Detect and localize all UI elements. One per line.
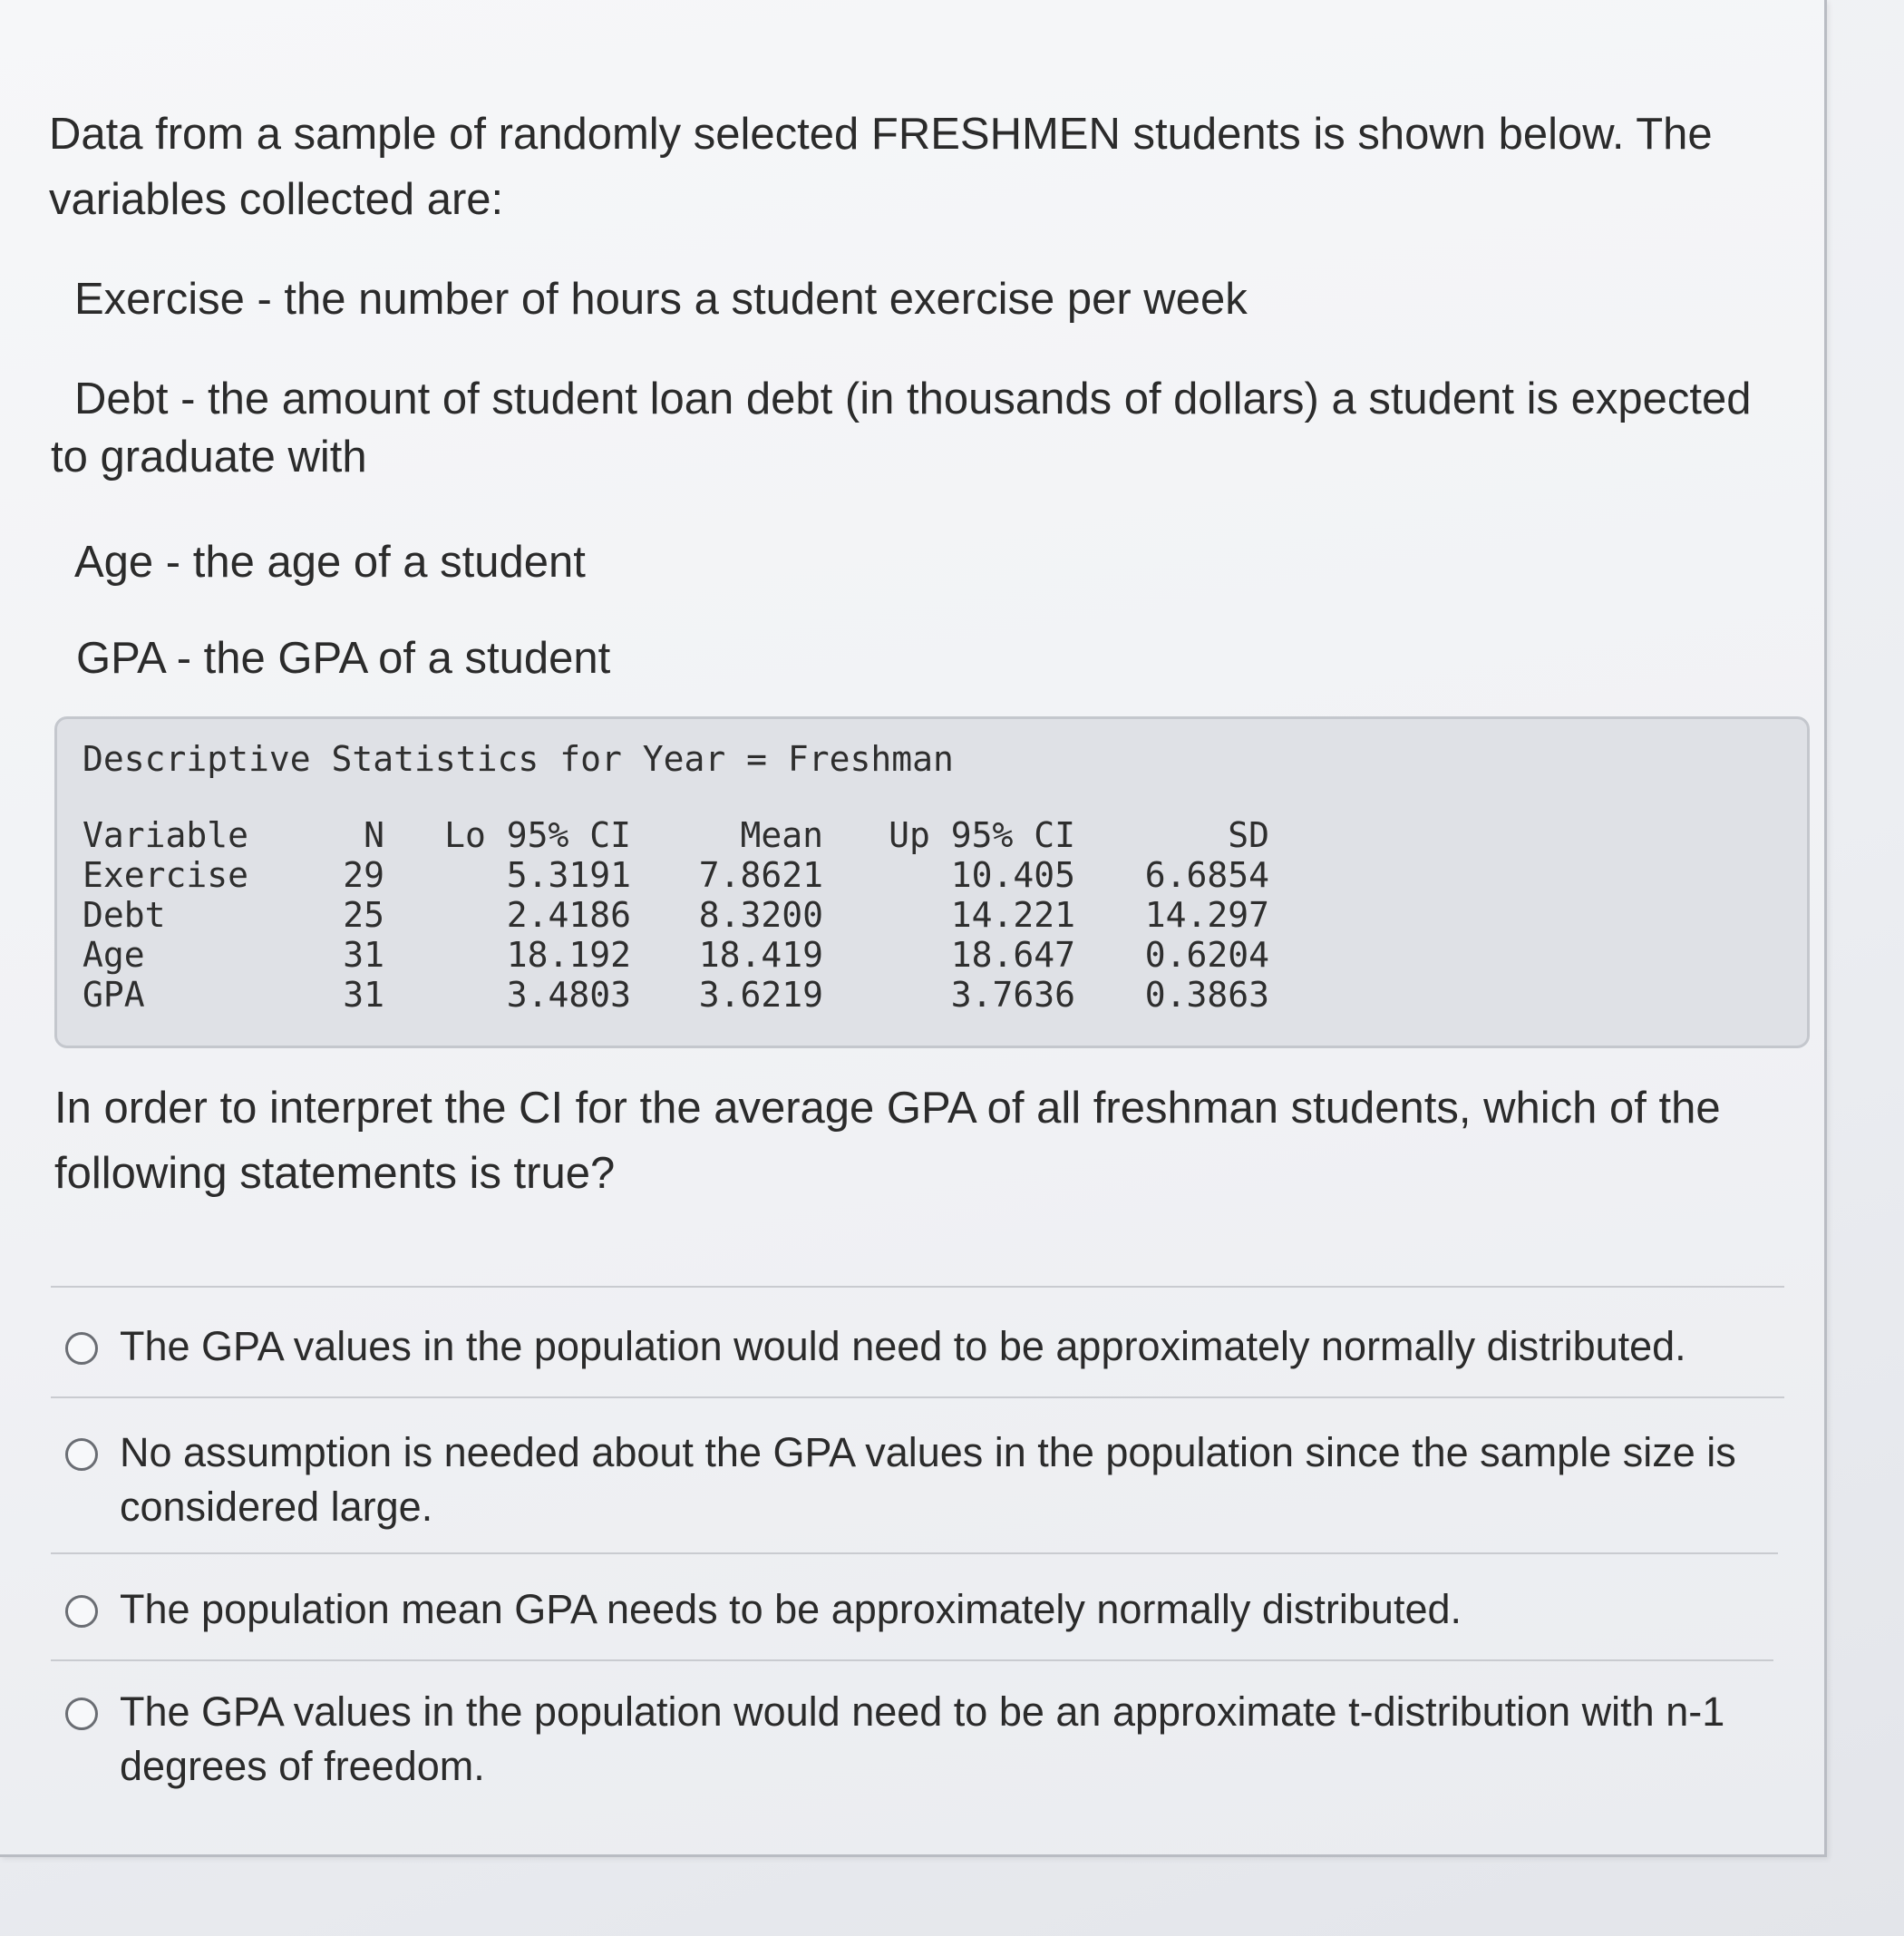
cell-sd: 0.3863	[1144, 975, 1269, 1015]
option-label: The population mean GPA needs to be approximately normally distributed.	[120, 1586, 1462, 1632]
header-variable: Variable	[83, 815, 249, 855]
table-row	[83, 935, 1269, 975]
stats-table	[83, 815, 1269, 1015]
cell-lo-ci: 18.192	[506, 935, 631, 975]
answer-option[interactable]	[65, 1319, 1770, 1374]
cell-up-ci: 10.405	[950, 855, 1075, 895]
option-label: The GPA values in the population would need to be an approximate t-distribution with n-1 degrees of freedom.	[120, 1688, 1725, 1789]
cell-mean: 3.6219	[698, 975, 823, 1015]
descriptive-statistics-box	[54, 716, 1810, 1048]
divider	[51, 1659, 1773, 1661]
cell-up-ci: 18.647	[950, 935, 1075, 975]
header-n: N	[364, 815, 384, 855]
option-label: No assumption is needed about the GPA values in the population since the sample size is considered large.	[120, 1429, 1736, 1530]
cell-mean: 8.3200	[698, 895, 823, 935]
cell-mean: 7.8621	[698, 855, 823, 895]
table-row	[83, 975, 1269, 1015]
definition-debt: Debt - the amount of student loan debt (in thousands of dollars) a student is expected to graduate with	[51, 375, 1752, 482]
radio-button[interactable]	[65, 1438, 98, 1471]
cell-up-ci: 3.7636	[950, 975, 1075, 1015]
cell-lo-ci: 5.3191	[506, 855, 631, 895]
radio-button[interactable]	[65, 1698, 98, 1730]
answer-option[interactable]	[65, 1685, 1770, 1794]
cell-n: 25	[343, 895, 384, 935]
stats-header-row	[83, 815, 1269, 855]
cell-variable: GPA	[83, 975, 145, 1015]
answer-option[interactable]	[65, 1425, 1770, 1534]
definition-gpa: GPA - the GPA of a student	[76, 634, 611, 683]
cell-mean: 18.419	[698, 935, 823, 975]
divider	[51, 1396, 1784, 1398]
cell-variable: Age	[83, 935, 145, 975]
cell-n: 31	[343, 935, 384, 975]
question-text: In order to interpret the CI for the average GPA of all freshman students, which of the following statements is true?	[54, 1084, 1721, 1198]
cell-variable: Exercise	[83, 855, 249, 895]
definition-exercise: Exercise - the number of hours a student exercise per week	[74, 275, 1248, 324]
intro-text: Data from a sample of randomly selected FRESHMEN students is shown below. The variables collected are:	[49, 110, 1713, 224]
header-up-ci: Up 95% CI	[889, 815, 1075, 855]
cell-variable: Debt	[83, 895, 166, 935]
radio-button[interactable]	[65, 1595, 98, 1628]
table-row	[83, 895, 1269, 935]
cell-sd: 14.297	[1144, 895, 1269, 935]
radio-button[interactable]	[65, 1332, 98, 1365]
cell-lo-ci: 2.4186	[506, 895, 631, 935]
option-label: The GPA values in the population would need to be approximately normally distributed.	[120, 1323, 1686, 1369]
cell-sd: 0.6204	[1144, 935, 1269, 975]
cell-n: 31	[343, 975, 384, 1015]
answer-option[interactable]	[65, 1582, 1770, 1637]
header-lo-ci: Lo 95% CI	[444, 815, 631, 855]
header-sd: SD	[1228, 815, 1269, 855]
cell-n: 29	[343, 855, 384, 895]
definition-age: Age - the age of a student	[74, 538, 586, 587]
table-row	[83, 855, 1269, 895]
header-mean: Mean	[740, 815, 823, 855]
cell-lo-ci: 3.4803	[506, 975, 631, 1015]
cell-up-ci: 14.221	[950, 895, 1075, 935]
divider	[51, 1552, 1778, 1554]
divider	[51, 1286, 1784, 1288]
cell-sd: 6.6854	[1144, 855, 1269, 895]
stats-title: Descriptive Statistics for Year = Freshman	[83, 739, 954, 779]
